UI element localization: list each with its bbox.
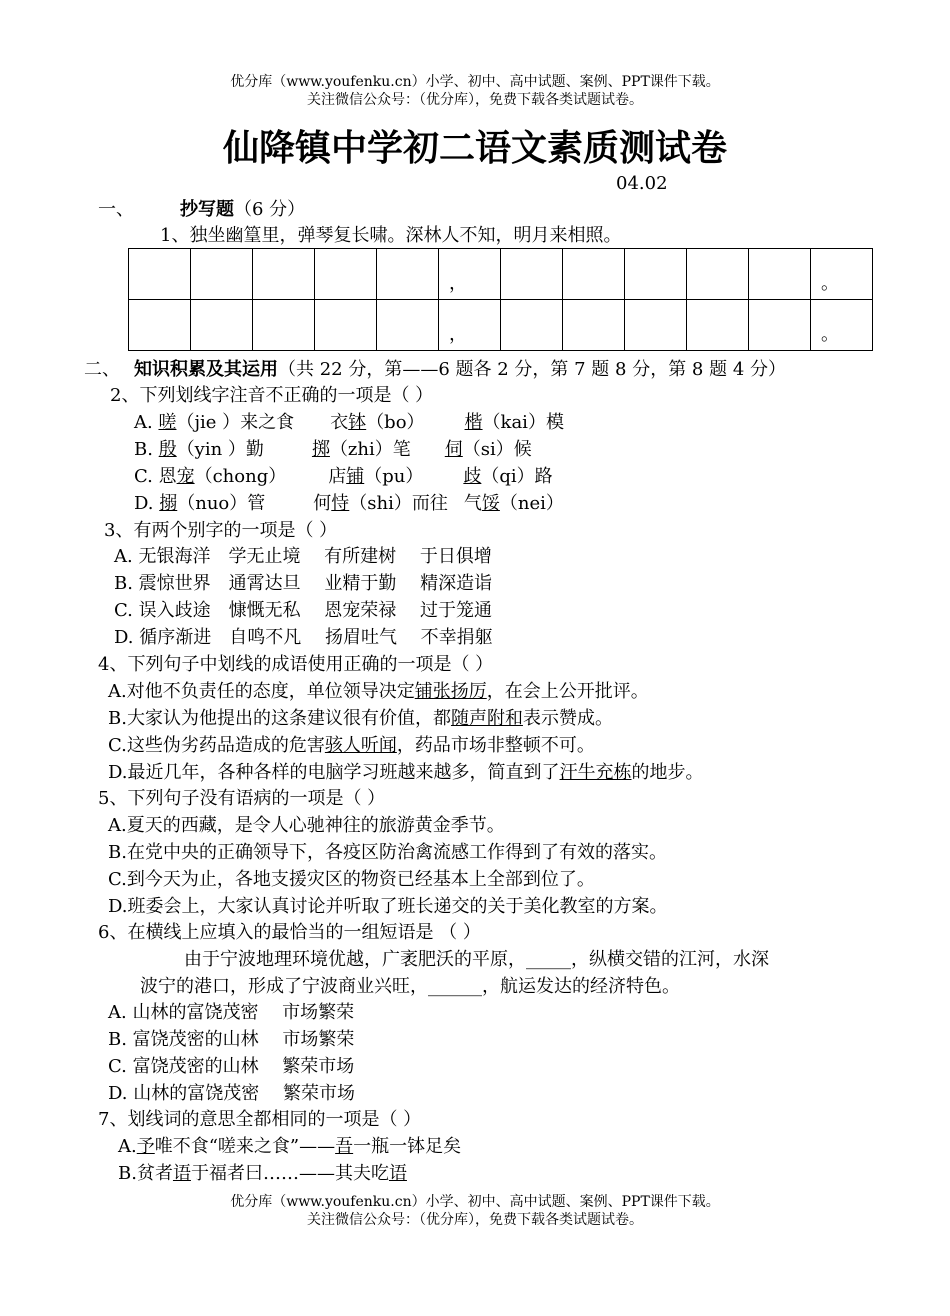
grid-cell[interactable] <box>191 300 253 351</box>
grid-cell[interactable] <box>129 249 191 300</box>
section-2-heading <box>84 357 786 383</box>
question-6-option-a: A. 山林的富饶茂密 市场繁荣 <box>108 1002 355 1023</box>
question-3-option-d: D. 循序渐进 自鸣不凡 扬眉吐气 不幸捐躯 <box>114 627 493 648</box>
grid-cell[interactable] <box>253 249 315 300</box>
question-7-option-b: B.贫者语于福者曰……——其夫吃语 <box>118 1163 407 1184</box>
grid-cell[interactable] <box>625 249 687 300</box>
question-7-option-a: A.予唯不食“嗟来之食”——吾一瓶一钵足矣 <box>118 1136 462 1157</box>
grid-cell[interactable] <box>811 300 873 351</box>
grid-cell[interactable] <box>501 249 563 300</box>
grid-cell[interactable] <box>563 300 625 351</box>
question-2-option-a: A. 嗟（jie ）来之食 衣钵（bo） 楷（kai）模 <box>134 412 564 433</box>
section-title: 知识积累及其运用 <box>134 359 278 380</box>
grid-row <box>129 300 873 351</box>
section-score: （6 分） <box>234 199 306 220</box>
question-2-stem: 2、下列划线字注音不正确的一项是（ ） <box>110 385 434 406</box>
question-2-option-d: D. 搦（nuo）管 何恃（shi）而往 气馁（nei） <box>134 493 564 514</box>
grid-cell[interactable] <box>625 300 687 351</box>
grid-period: 。 <box>821 324 839 345</box>
question-5-option-a: A.夏天的西藏，是令人心驰神往的旅游黄金季节。 <box>108 815 505 836</box>
test-date: 04.02 <box>616 173 668 194</box>
question-4-option-d: D.最近几年，各种各样的电脑学习班越来越多，简直到了汗牛充栋的地步。 <box>108 762 704 783</box>
section-description: （共 22 分，第——6 题各 2 分，第 7 题 8 分，第 8 题 4 分） <box>278 359 786 380</box>
grid-cell[interactable] <box>315 300 377 351</box>
question-6-passage-line-2: 波宁的港口，形成了宁波商业兴旺，______，航运发达的经济特色。 <box>140 976 680 997</box>
question-3-option-b: B. 震惊世界 通霄达旦 业精于勤 精深造诣 <box>114 573 493 594</box>
question-6-passage-line-1: 由于宁波地理环境优越，广袤肥沃的平原，_____，纵横交错的江河，水深 <box>184 949 769 970</box>
question-5-option-c: C.到今天为止，各地支援灾区的物资已经基本上全部到位了。 <box>108 869 595 890</box>
question-6-option-c: C. 富饶茂密的山林 繁荣市场 <box>108 1056 355 1077</box>
section-title: 抄写题 <box>180 199 234 220</box>
question-6-option-b: B. 富饶茂密的山林 市场繁荣 <box>108 1029 355 1050</box>
grid-cell[interactable] <box>749 300 811 351</box>
grid-cell[interactable] <box>191 249 253 300</box>
grid-cell[interactable] <box>687 249 749 300</box>
question-3-option-c: C. 误入歧途 慷慨无私 恩宠荣禄 过于笼通 <box>114 600 493 621</box>
grid-cell[interactable] <box>377 300 439 351</box>
fill-blank-1[interactable]: _____ <box>526 949 571 970</box>
section-1-heading <box>98 197 305 223</box>
question-2-option-b: B. 殷（yin ）勤 掷（zhi）笔 伺（si）候 <box>134 439 532 460</box>
page-title: 仙降镇中学初二语文素质测试卷 <box>222 127 727 169</box>
question-5-option-b: B.在党中央的正确领导下，各疫区防治禽流感工作得到了有效的落实。 <box>108 842 667 863</box>
grid-period: 。 <box>821 273 839 294</box>
grid-cell[interactable] <box>501 300 563 351</box>
question-7-stem: 7、划线词的意思全都相同的一项是（ ） <box>98 1109 422 1130</box>
question-3-option-a: A. 无银海洋 学无止境 有所建树 于日俱增 <box>114 546 492 567</box>
copy-grid <box>128 248 873 351</box>
question-6-option-d: D. 山林的富饶茂密 繁荣市场 <box>108 1083 355 1104</box>
grid-cell[interactable] <box>315 249 377 300</box>
grid-cell[interactable] <box>253 300 315 351</box>
grid-cell[interactable] <box>749 249 811 300</box>
grid-cell[interactable] <box>439 300 501 351</box>
question-4-option-b: B.大家认为他提出的这条建议很有价值，都随声附和表示赞成。 <box>108 708 613 729</box>
question-4-option-c: C.这些伪劣药品造成的危害骇人听闻，药品市场非整顿不可。 <box>108 735 595 756</box>
grid-cell[interactable] <box>439 249 501 300</box>
header-line-1: 优分库（www.youfenku.cn）小学、初中、高中试题、案例、PPT课件下载。 <box>230 74 720 90</box>
section-number: 二、 <box>84 359 120 380</box>
grid-cell[interactable] <box>129 300 191 351</box>
question-5-option-d: D.班委会上，大家认真讨论并听取了班长递交的关于美化教室的方案。 <box>108 896 668 917</box>
header-line-2: 关注微信公众号：（优分库），免费下载各类试题试卷。 <box>307 92 643 108</box>
question-4-option-a: A.对他不负责任的态度，单位领导决定铺张扬厉，在会上公开批评。 <box>108 681 649 702</box>
question-6-stem: 6、在横线上应填入的最恰当的一组短语是 （ ） <box>98 922 481 943</box>
footer-line-1: 优分库（www.youfenku.cn）小学、初中、高中试题、案例、PPT课件下载。 <box>230 1194 720 1210</box>
grid-cell[interactable] <box>377 249 439 300</box>
grid-row <box>129 249 873 300</box>
grid-comma: ， <box>449 324 467 345</box>
question-3-stem: 3、有两个别字的一项是（ ） <box>104 520 338 541</box>
footer-line-2: 关注微信公众号：（优分库），免费下载各类试题试卷。 <box>307 1212 643 1228</box>
question-2-option-c: C. 恩宠（chong） 店铺（pu） 歧（qi）路 <box>134 466 553 487</box>
grid-cell[interactable] <box>563 249 625 300</box>
grid-cell[interactable] <box>811 249 873 300</box>
section-number: 一、 <box>98 199 134 220</box>
question-1: 1、独坐幽篁里，弹琴复长啸。深林人不知，明月来相照。 <box>160 225 622 246</box>
grid-comma: ， <box>449 273 467 294</box>
grid-cell[interactable] <box>687 300 749 351</box>
question-4-stem: 4、下列句子中划线的成语使用正确的一项是（ ） <box>98 654 494 675</box>
question-5-stem: 5、下列句子没有语病的一项是（ ） <box>98 788 386 809</box>
fill-blank-2[interactable]: ______ <box>428 976 482 997</box>
